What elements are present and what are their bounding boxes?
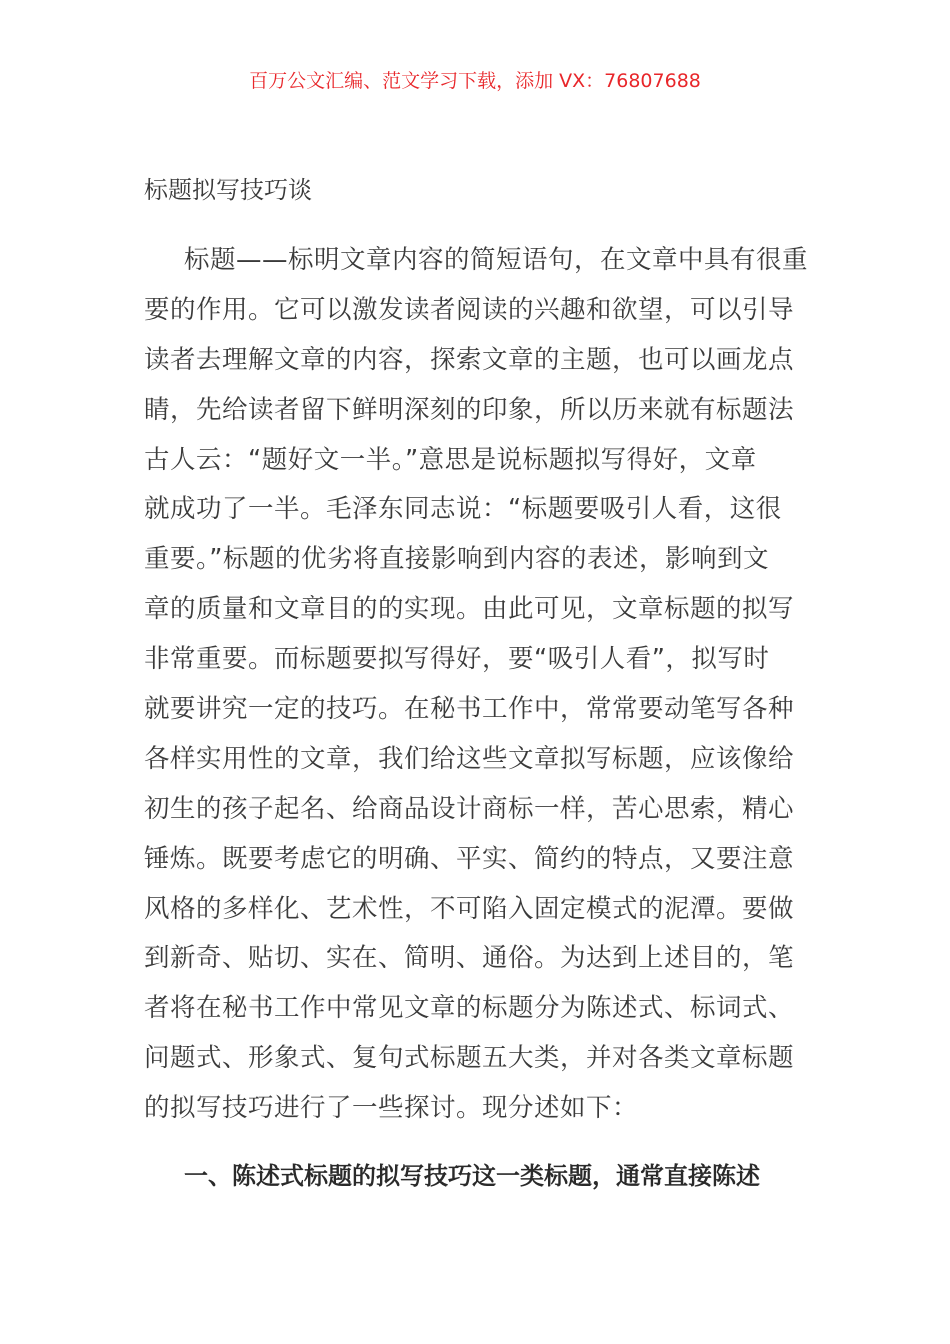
paragraph-line: 初生的孩子起名、给商品设计商标一样，苦心思索，精心 — [144, 793, 795, 824]
paragraph-line: 的拟写技巧进行了一些探讨。现分述如下： — [144, 1093, 639, 1124]
body-paragraph — [144, 240, 809, 1138]
paragraph-line: 睛，先给读者留下鲜明深刻的印象，所以历来就有标题法 — [144, 394, 795, 425]
paragraph-line: 就要讲究一定的技巧。在秘书工作中，常常要动笔写各种 — [144, 694, 795, 725]
paragraph-line: 非常重要。而标题要拟写得好，要“吸引人看”，拟写时 — [144, 644, 770, 675]
paragraph-line: 要的作用。它可以激发读者阅读的兴趣和欲望，可以引导 — [144, 294, 795, 325]
paragraph-line: 古人云：“题好文一半。”意思是说标题拟写得好，文章 — [144, 444, 757, 475]
paragraph-line: 锤炼。既要考虑它的明确、平实、简约的特点，又要注意 — [144, 843, 795, 874]
paragraph-line: 风格的多样化、艺术性，不可陷入固定模式的泥潭。要做 — [144, 893, 795, 924]
document-title: 标题拟写技巧谈 — [144, 176, 312, 204]
paragraph-line: 章的质量和文章目的的实现。由此可见，文章标题的拟写 — [144, 594, 795, 625]
paragraph-line: 各样实用性的文章，我们给这些文章拟写标题，应该像给 — [144, 743, 795, 774]
paragraph-line: 问题式、形象式、复句式标题五大类，并对各类文章标题 — [144, 1043, 795, 1074]
section-heading: 一、陈述式标题的拟写技巧这一类标题，通常直接陈述 — [184, 1162, 760, 1190]
paragraph-line: 到新奇、贴切、实在、简明、通俗。为达到上述目的，笔 — [144, 943, 795, 974]
paragraph-line: 标题——标明文章内容的简短语句，在文章中具有很重 — [184, 245, 809, 275]
paragraph-line: 读者去理解文章的内容，探索文章的主题，也可以画龙点 — [144, 344, 795, 375]
paragraph-line: 就成功了一半。毛泽东同志说：“标题要吸引人看，这很 — [144, 494, 782, 525]
paragraph-line: 者将在秘书工作中常见文章的标题分为陈述式、标词式、 — [144, 993, 795, 1024]
watermark-banner: 百万公文汇编、范文学习下载，添加 VX：76807688 — [249, 70, 701, 92]
paragraph-line: 重要。”标题的优劣将直接影响到内容的表述，影响到文 — [144, 544, 769, 575]
